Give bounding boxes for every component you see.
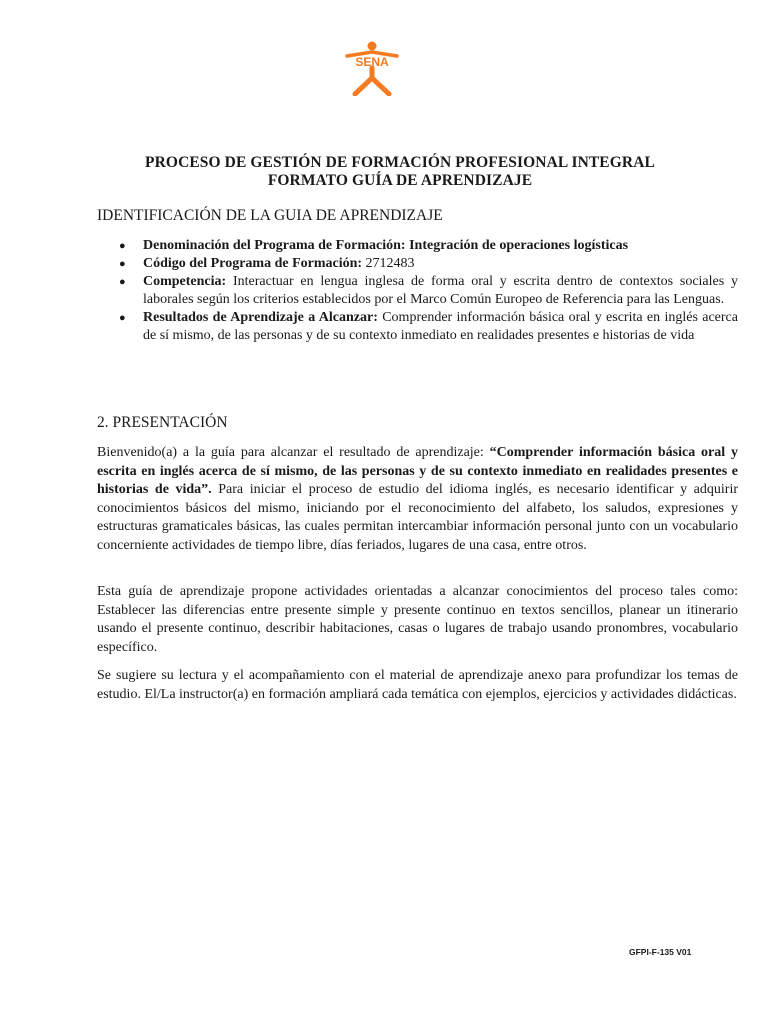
item-label: Denominación del Programa de Formación: [143, 238, 406, 253]
bullet-icon: ● [119, 240, 126, 252]
item-value: Comprender información básica oral y escrita en inglés acerca de sí mismo, de las personas y de su contexto inmediato en realidades presentes e historias de vida [143, 310, 738, 343]
item-label: Competencia: [143, 274, 227, 289]
list-item [97, 255, 738, 273]
bullet-icon: ● [119, 258, 126, 270]
document-subtitle: FORMATO GUÍA DE APRENDIZAJE [267, 172, 533, 189]
paragraph-intro [97, 444, 738, 555]
list-item [97, 309, 738, 345]
list-item [97, 273, 738, 309]
paragraph-text: Para iniciar el proceso de estudio del idioma inglés, es necesario identificar y adquirir conocimientos básicos del mismo, iniciando por el reconocimiento del alfabeto, los saludos, expresiones y estructuras gramaticales básicas, las cuales permitan intercambiar información personal junto con un vocabulario concerniente actividades de tiempo libre, días feriados, lugares de una casa, entre otros. [97, 482, 738, 553]
section-heading-presentacion: 2. PRESENTACIÓN [97, 414, 228, 431]
item-label: Resultados de Aprendizaje a Alcanzar: [143, 310, 378, 325]
logo-text: SENA [355, 55, 389, 69]
paragraph-activities: Esta guía de aprendizaje propone actividades orientadas a alcanzar conocimientos del proceso tales como: Establecer las diferencias entre presente simple y presente continuo en textos sencillos, planear un itinerario usando el presente continuo, describir habitaciones, casas o lugares de trabajo usando pronombres, vocabulario específico. [97, 584, 738, 655]
section-heading-identificacion: IDENTIFICACIÓN DE LA GUIA DE APRENDIZAJE [97, 207, 443, 224]
item-value: Interactuar en lengua inglesa de forma oral y escrita dentro de contextos sociales y laborales según los criterios establecidos por el Marco Común Europeo de Referencia para las Lenguas. [143, 274, 738, 307]
item-value: 2712483 [362, 256, 415, 271]
bullet-icon: ● [119, 276, 126, 288]
item-value: Integración de operaciones logísticas [405, 238, 629, 253]
item-label: Código del Programa de Formación: [143, 256, 363, 271]
identification-list [97, 237, 738, 345]
document-title: PROCESO DE GESTIÓN DE FORMACIÓN PROFESIONAL INTEGRAL [145, 154, 655, 171]
paragraph-suggestion: Se sugiere su lectura y el acompañamiento con el material de aprendizaje anexo para profundizar los temas de estudio. El/La instructor(a) en formación ampliará cada temática con ejemplos, ejercicios y actividades didácticas. [97, 668, 738, 702]
paragraph-bold-text: “Comprender información básica oral y escrita en inglés acerca de sí mismo, de las personas y de su contexto inmediato en realidades presentes e historias de vida”. [97, 445, 738, 497]
paragraph-text: Bienvenido(a) a la guía para alcanzar el resultado de aprendizaje: [97, 445, 490, 460]
sena-logo-icon [343, 40, 401, 96]
list-item [97, 237, 738, 255]
form-code: GFPI-F-135 V01 [629, 947, 692, 957]
bullet-icon: ● [119, 312, 126, 324]
